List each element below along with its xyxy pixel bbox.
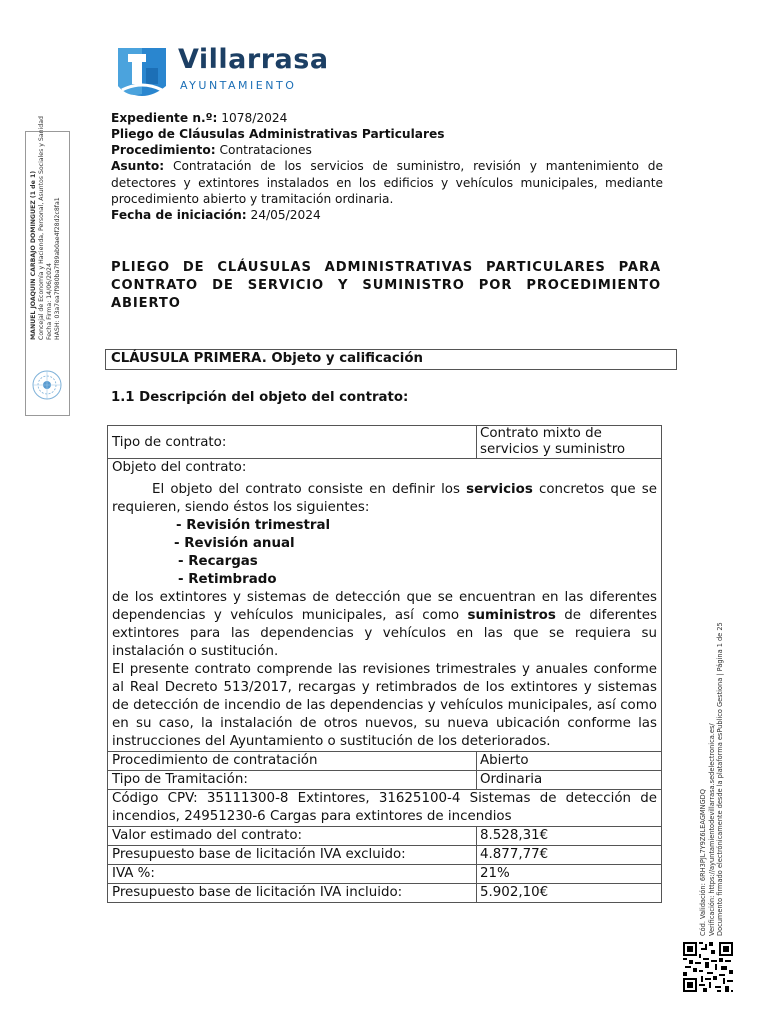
signature-date: Fecha Firma: 14/06/2024 [46,263,53,340]
iva-label: IVA %: [108,865,477,883]
asunto-label: Asunto: [111,159,165,173]
seal-icon [30,360,64,410]
bullet-item: - Revisión anual [174,536,295,551]
asunto-value: Contratación de los servicios de suministro, revisión y mantenimiento de detectores y extintores instalados en los edificios y vehículos municipales, mediante procedimiento abierto y tramitación ordinaria. [111,159,663,206]
table-row [108,790,661,827]
signature-lines [30,80,62,340]
bullet-item: - Retimbrado [178,572,277,587]
table-row [108,846,661,865]
table-row [108,827,661,846]
signature-role: Concejal de Economía y Hacienda, Personal, Asuntos Sociales y Sanidad [38,116,45,340]
section-heading: 1.1 Descripción del objeto del contrato: [111,390,409,405]
validation-lines [699,616,725,936]
tipo-label: Tipo de contrato: [108,426,477,458]
qr-code-icon[interactable] [683,942,733,992]
pliego-line [111,126,663,143]
asunto-line [111,158,663,208]
iva-value: 21% [480,866,510,881]
objeto-p2-text: de los extintores y sistemas de detección que se encuentran en las diferentes dependencias y vehículos municipales, así como [112,590,657,623]
validation-url: Verificación: https://ayuntamientodevillarrasa.sedelectronica.es/ [707,723,716,936]
tram-label: Tipo de Tramitación: [108,771,477,789]
validation-note: Documento firmado electrónicamente desde la plataforma esPublico Gestiona | Página 1 de 25 [716,622,724,936]
clause-heading: CLÁUSULA PRIMERA. Objeto y calificación [111,351,423,366]
objeto-paragraph-1 [112,481,657,517]
table-row [108,884,661,902]
valor-value: 8.528,31€ [480,828,549,843]
bullet-item: - Revisión trimestral [176,518,331,533]
pres-sin-value: 4.877,77€ [480,847,549,862]
fecha-line [111,207,663,224]
procedimiento-label: Procedimiento: [111,143,216,157]
logo-name: Villarrasa [178,44,329,75]
pliego-text: Pliego de Cláusulas Administrativas Particulares [111,127,445,141]
objeto-p2-text-end: de diferentes extintores para las dependencias y vehículos en las que se requiera su instalación o sustitución. [112,608,658,659]
table-row [108,752,661,771]
fecha-label: Fecha de iniciación: [111,208,247,222]
table-row [108,459,661,752]
objeto-label: Objeto del contrato: [112,460,247,475]
valor-label: Valor estimado del contrato: [108,827,477,845]
procedimiento-value: Contrataciones [215,143,312,157]
validation-code: Cód. Validación: 6RH3PJL7Y9Z6LEAGMNGDQ [699,789,707,936]
document-title: PLIEGO DE CLÁUSULAS ADMINISTRATIVAS PARTICULARES PARA CONTRATO DE SERVICIO Y SUMINISTRO POR PROCEDIMIENTO ABIERTO [111,260,661,311]
bullet-item: - Recargas [178,554,258,569]
cpv-cell: Código CPV: 35111300-8 Extintores, 31625100-4 Sistemas de detección de incendios, 24951230-6 Cargas para extintores de incendios [112,791,657,824]
proc-label: Procedimiento de contratación [108,752,477,770]
table-row [108,771,661,790]
proc-value: Abierto [480,753,529,768]
contract-table [107,425,662,903]
expediente-value: 1078/2024 [217,111,288,125]
objeto-cell [108,459,661,751]
pres-con-value: 5.902,10€ [480,885,549,900]
signature-hash: HASH: 03a7ea7f980ba7f89ab0ae4f28d2c8fa1 [54,197,61,340]
objeto-paragraph-2 [112,589,657,661]
pres-sin-label: Presupuesto base de licitación IVA excluido: [108,846,477,864]
signature-name: MANUEL JOAQUIN CARBAJO DOMINGUEZ (1 de 1) [30,170,37,340]
expediente-label: Expediente n.º: [111,111,218,125]
objeto-p1-bold: servicios [466,482,533,497]
objeto-p1-text-end: concretos que se requieren, siendo éstos los siguientes: [112,482,658,515]
tipo-value: Contrato mixto de servicios y suministro [480,426,626,457]
procedimiento-line [111,142,663,159]
table-row [108,865,661,884]
objeto-p1-text: El objeto del contrato consiste en definir los [152,482,467,497]
table-row [108,426,661,459]
expediente-line [111,110,663,127]
villarrasa-logo-icon [116,46,168,106]
objeto-paragraph-3: El presente contrato comprende las revisiones trimestrales y anuales conforme al Real Decreto 513/2017, recargas y retimbrados de los extintores y sistemas de detección de incendio de las dependencias y vehículos municipales, así como en su caso, la instalación de otros nuevos, su nueva ubicación conforme las instrucciones del Ayuntamiento o sustitución de los deteriorados. [112,662,657,749]
fecha-value: 24/05/2024 [246,208,321,222]
logo-subtitle: AYUNTAMIENTO [180,79,297,92]
pres-con-label: Presupuesto base de licitación IVA incluido: [108,884,477,902]
objeto-p2-bold: suministros [467,608,556,623]
tram-value: Ordinaria [480,772,543,787]
